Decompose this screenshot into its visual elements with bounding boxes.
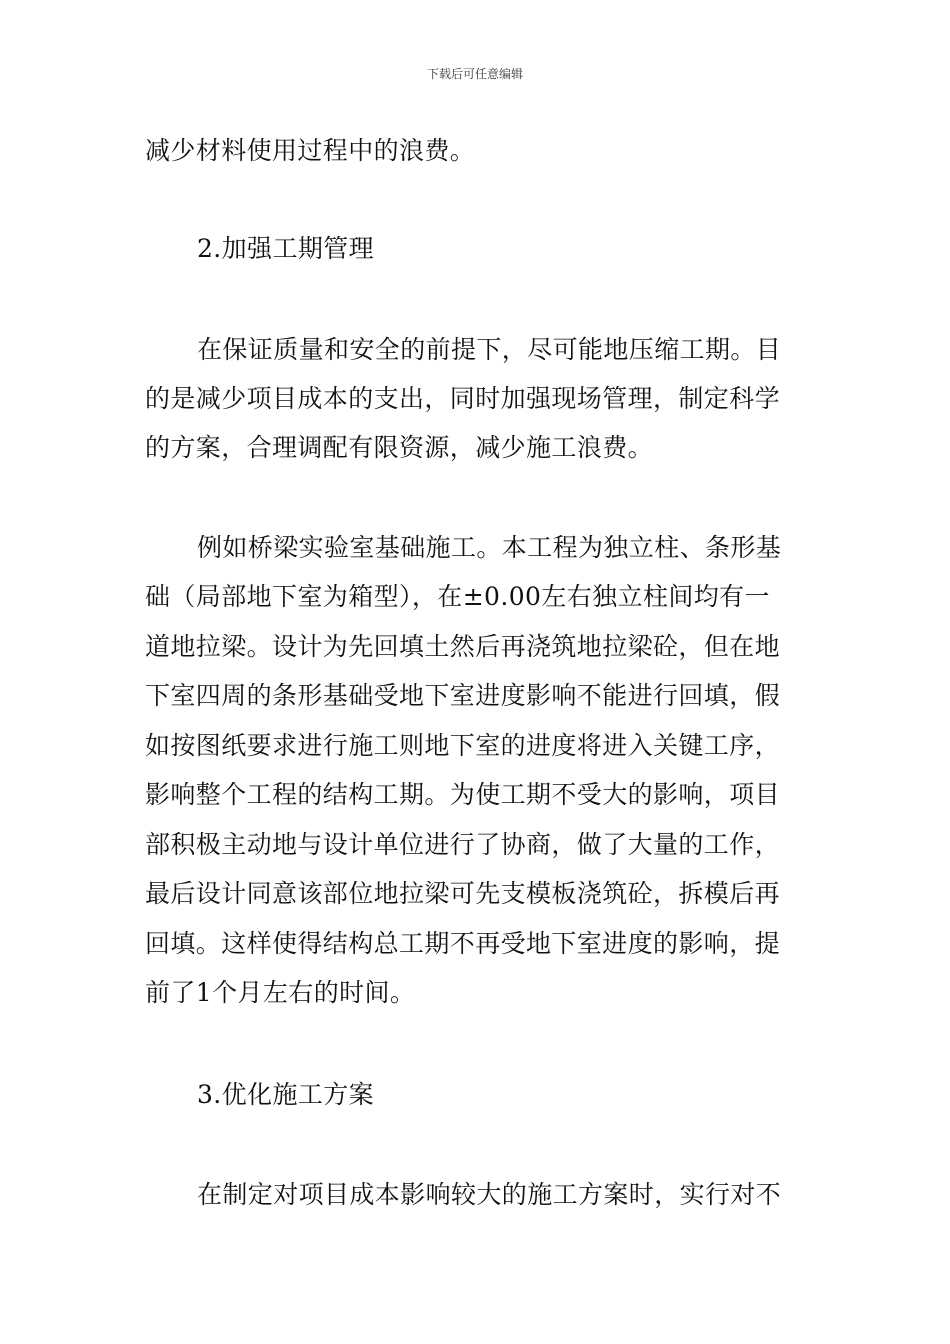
page-header: 下载后可任意编辑	[426, 67, 523, 81]
paragraph-line: 例如桥梁实验室基础施工。本工程为独立柱、条形基	[197, 533, 782, 562]
section-heading: 2.加强工期管理	[197, 234, 375, 263]
paragraph-line: 影响整个工程的结构工期。为使工期不受大的影响，项目	[145, 780, 781, 809]
paragraph-line: 在保证质量和安全的前提下，尽可能地压缩工期。目	[197, 335, 782, 364]
paragraph-line: 减少材料使用过程中的浪费。	[145, 136, 476, 165]
paragraph-line: 回填。这样使得结构总工期不再受地下室进度的影响，提	[145, 929, 781, 958]
paragraph-line: 如按图纸要求进行施工则地下室的进度将进入关键工序，	[145, 731, 781, 760]
section-heading: 3.优化施工方案	[197, 1080, 375, 1109]
paragraph-line: 道地拉梁。设计为先回填土然后再浇筑地拉梁砼，但在地	[145, 632, 781, 661]
paragraph-line: 前了1个月左右的时间。	[145, 978, 416, 1007]
paragraph-line: 的是减少项目成本的支出，同时加强现场管理，制定科学	[145, 384, 781, 413]
paragraph-line: 最后设计同意该部位地拉梁可先支模板浇筑砼，拆模后再	[145, 879, 781, 908]
paragraph-line: 的方案，合理调配有限资源，减少施工浪费。	[145, 433, 654, 462]
paragraph-line: 础（局部地下室为箱型），在±0.00左右独立柱间均有一	[145, 582, 770, 611]
paragraph-line: 下室四周的条形基础受地下室进度影响不能进行回填，假	[145, 681, 781, 710]
paragraph-line: 部积极主动地与设计单位进行了协商，做了大量的工作，	[145, 830, 781, 859]
paragraph-line: 在制定对项目成本影响较大的施工方案时，实行对不	[197, 1180, 782, 1209]
